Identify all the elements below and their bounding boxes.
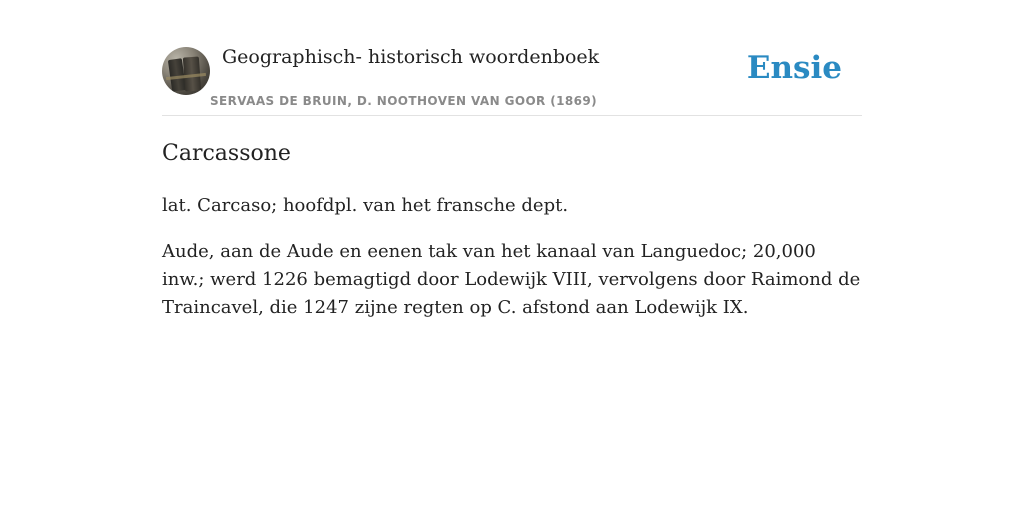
book-cover-avatar[interactable]: [162, 47, 210, 95]
book-title-link[interactable]: Geographisch- historisch woordenboek: [222, 46, 600, 68]
entry-content: [162, 138, 862, 340]
ensie-logo-link[interactable]: Ensie: [746, 50, 842, 86]
book-header: [162, 40, 862, 116]
entry-paragraph: lat. Carcaso; hoofdpl. van het fransche dept.: [162, 195, 569, 216]
entry-title: Carcassone: [162, 141, 291, 166]
book-author: SERVAAS DE BRUIN, D. NOOTHOVEN VAN GOOR (1869): [210, 94, 598, 108]
entry-paragraph: Aude, aan de Aude en eenen tak van het kanaal van Languedoc; 20,000 inw.; werd 1226 bemagtigd door Lodewijk VIII, vervolgens door Raimond de Traincavel, die 1247 zijne regten op C. afstond aan Lodewijk IX.: [162, 241, 861, 318]
